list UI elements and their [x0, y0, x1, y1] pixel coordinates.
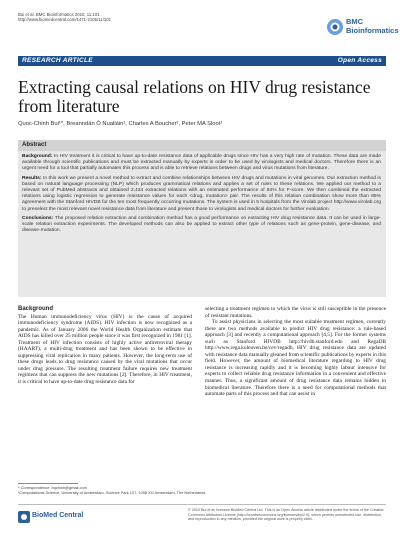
- abstract-results: [22, 176, 381, 213]
- abstract-background: [22, 154, 381, 173]
- abstract-box: [18, 140, 386, 297]
- affiliation-note: ¹Computational Science, University of Amsterdam, Science Park 107, 1098 XG Amsterdam, The Netherlands: [18, 489, 206, 495]
- paragraph: To assist physicians in selecting the most suitable treatment regimen, currently there are two methods available to predict HIV drug resistance: a rule-based approach [3] and recently a computational approach [4,5]. For the former systems such as Stanford HIVDB http://hivdb.stanford.edu and RegaDB http://www.rega.kuleuven.be/cev/regadb, HIV drug resistance data are updated with resistance data manually gleaned from scientific publications by experts in this field. However, the amount of biomedical literature regarding to HIV drug resistance is increasing rapidly and it is becoming highly labour intensive for experts to collect reliable drug resistance information in a convenient and effective manner. Thus, a significant amount of drug resistance data remains hidden in biomedical literature. Therefore there is a need for computational methods that automate parts of this process and that can assist in: [205, 319, 386, 398]
- footnotes: [18, 486, 208, 496]
- paragraph: selecting a treatment regimen to which the virus is still susceptible in the presence of resistant mutations.: [205, 306, 386, 319]
- abstract-heading: Abstract: [22, 142, 47, 148]
- footnote-divider: [18, 483, 78, 484]
- right-column: [205, 306, 386, 398]
- article-type-banner: [18, 56, 386, 66]
- license-text: © 2010 Bui et al; licensee BioMed Central Ltd. This is an Open Access article distributed under the terms of the Creative Commons Attribution License (http://creativecommons.org/licenses/by/2.0), which permits unrestricted use, distribution, and reproduction in any medium, provided the original work is properly cited.: [188, 508, 384, 522]
- url-line[interactable]: http://www.biomedcentral.com/1471-2105/11/101: [18, 17, 112, 23]
- background-text: In HIV treatment it is critical to have up-to-date resistance data of applicable drugs since HIV has a very high rate of mutation. These data are made available through scientific publications and must be extracted manually by experts in order to be used by virologists and medical doctors. Therefore there is an urgent need for a tool that partially automates this process and is able to retrieve relations between drugs and virus mutations from literature.: [22, 154, 382, 172]
- results-text: In this work we present a novel method to extract and combine relationships between HIV drugs and mutations in viral genomes. Our extraction method is based on natural language processing (NLP) which produces grammatical relations and applies a set of rules to these relations. We applied our method to a relevant set of PubMed abstracts and obtained 2,434 extracted relations with an estimated performance of 84% for F-score. We then combined the extracted relations using logistic regression to generate resistance values for each <drug, mutation> pair. The results of this relation combination show more than 85% agreement with the Stanford HIVDB for the ten most frequently occurring mutations. The system is used in 5 hospitals from the Virolab project http://www.virolab.org to preselect the most relevant novel resistance data from literature and present those to virologists and medical doctors for further evaluation.: [22, 175, 382, 212]
- journal-logo: [326, 14, 399, 42]
- biomed-central-logo-icon: [18, 511, 30, 523]
- results-label: Results:: [22, 175, 42, 181]
- background-label: Background:: [22, 154, 53, 159]
- open-access-label: Open Access: [337, 57, 382, 64]
- correspondence-note: * Correspondence: bqchinh@gmail.com: [18, 485, 87, 490]
- page-footer: [18, 504, 386, 527]
- abstract-conclusions: [22, 216, 381, 235]
- article-type: RESEARCH ARTICLE: [22, 57, 93, 64]
- paragraph: The Human immunodeficiency virus (HIV) is the cause of acquired immunodeficiency syndrome (AIDS). HIV infection is now recognized as a pandemic. As of January 2006 the World Health Organization estimate that AIDS has killed over 25 million people since it was first recognized in 1981 [1]. Treatment of HIV infection consists of highly active antiretroviral therapy (HAART), a multi-drug treatment and has been shown to be effective in suppressing viral replication in many patients. However, the long-term use of these drugs leads to drug resistance caused by the viral mutations that occur under drug pressure. The resulting treatment failure requires new treatment regimens that can suppress the new mutations [2]. Therefore, in HIV treatment, it is critical to have up-to-date drug resistance data for: [18, 313, 192, 386]
- publisher-name: BioMed Central: [32, 512, 84, 519]
- citation-line: Bui et al. BMC Bioinformatics 2010, 11:101: [18, 12, 100, 17]
- left-column: [18, 306, 192, 386]
- abstract-header: [18, 140, 386, 151]
- conclusions-label: Conclusions:: [22, 215, 54, 221]
- article-title: Extracting causal relations on HIV drug resistance from literature: [18, 77, 371, 116]
- author-list: Quoc-Chinh Bui¹*, Breanndán Ó Nualláin¹, Charles A Boucher², Peter MA Sloot¹: [18, 121, 223, 127]
- logo-text-journal: Bioinformatics: [346, 25, 399, 35]
- section-heading: Background: [18, 306, 54, 312]
- publisher-logo: [18, 511, 86, 523]
- conclusions-text: The proposed relation extraction and combination method has a good performance on extracting HIV drug resistance data. It can be used in large-scale relation extraction experiments. The developed methods can also be applied to extract other type of relations such as gene-protein, gene-disease, and disease-mutation.: [22, 215, 381, 234]
- logo-text-bmc: BMC: [346, 17, 364, 26]
- running-header: [18, 12, 111, 23]
- bmc-logo-icon: [326, 18, 344, 36]
